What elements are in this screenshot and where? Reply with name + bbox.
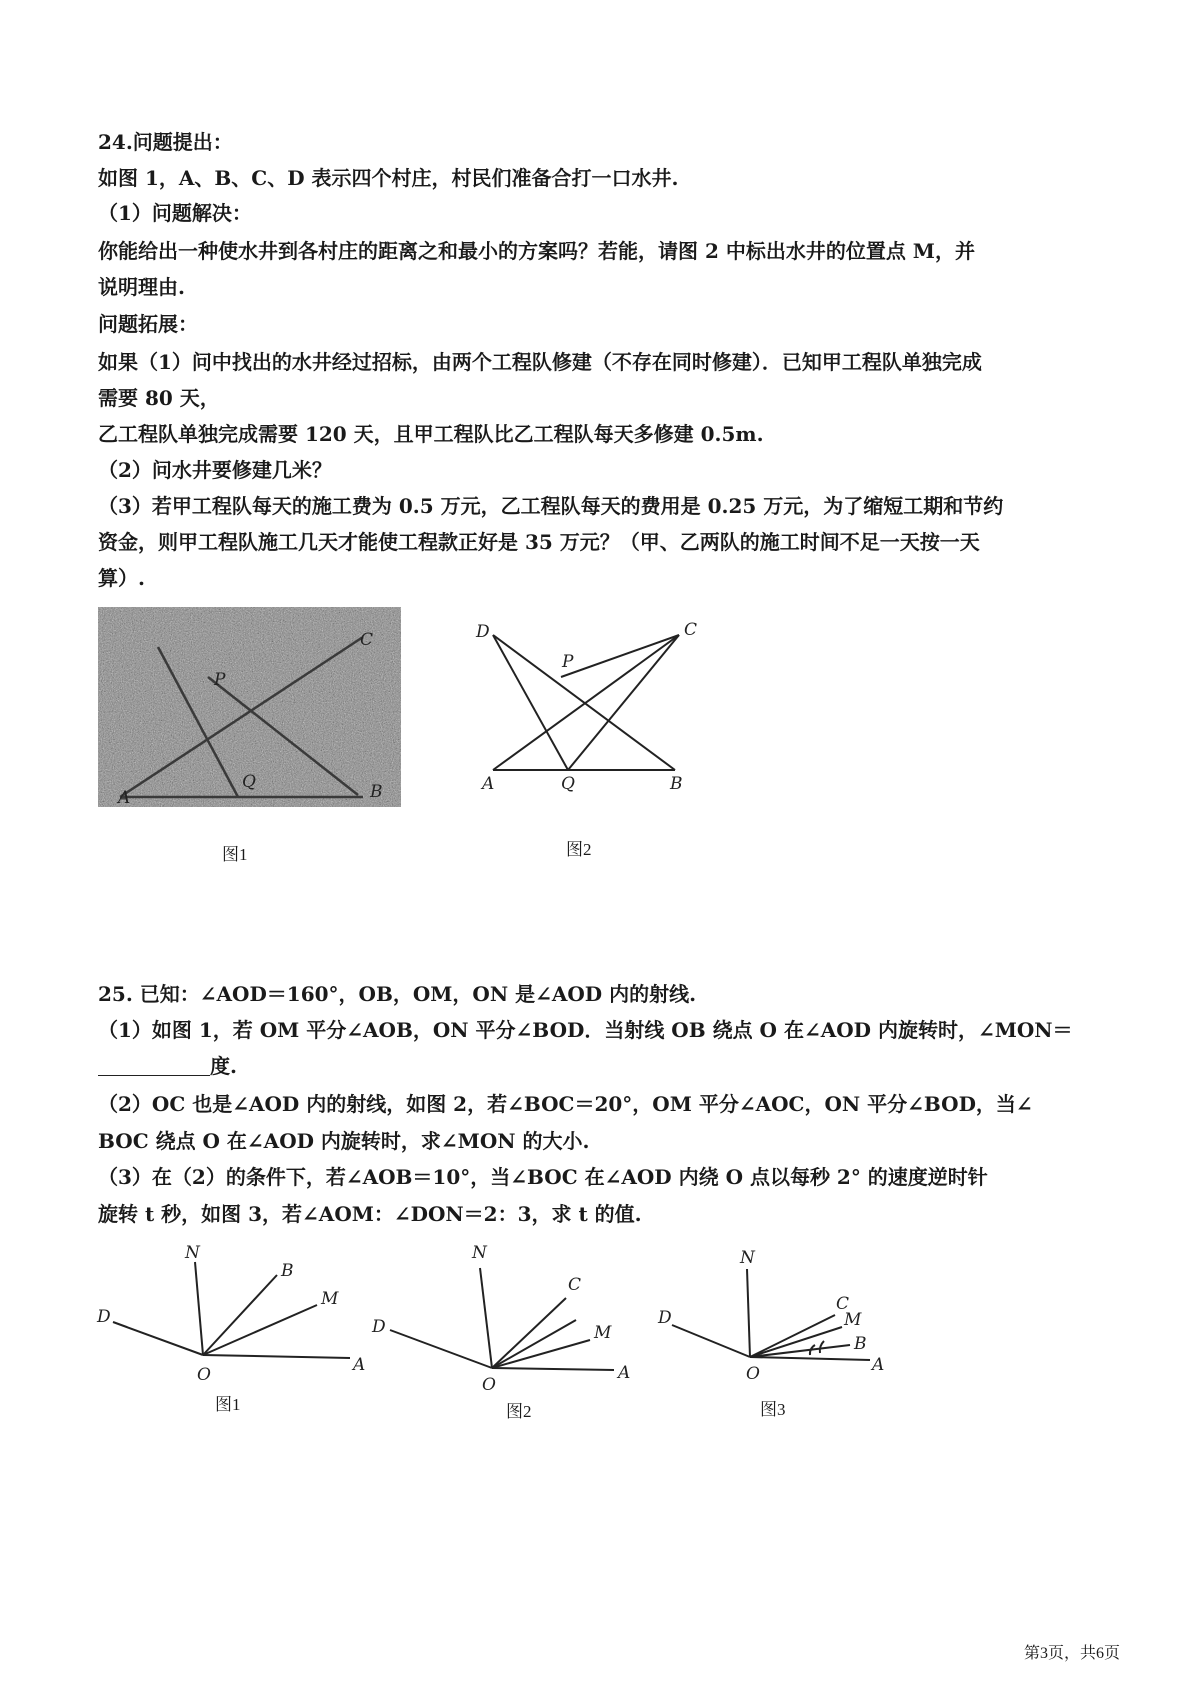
ray-OB — [203, 1275, 277, 1355]
label-M: M — [321, 1289, 339, 1309]
label-O: O — [746, 1364, 760, 1384]
q25-figure-1 — [95, 1240, 375, 1390]
q24-figure-1 — [98, 607, 401, 807]
fig2-label-A: A — [482, 774, 495, 794]
q25-figure-3 — [650, 1245, 900, 1395]
q24-line: 资金，则甲工程队施工几天才能使工程款正好是 35 万元？（甲、乙两队的施工时间不足一天按一天 — [98, 530, 980, 554]
q24-line: 说明理由. — [98, 275, 185, 299]
ray-OA — [492, 1368, 614, 1370]
q24-figure-2 — [470, 615, 740, 795]
ray-OA — [750, 1357, 870, 1360]
ray-ON — [195, 1262, 203, 1355]
fig1-label-P: P — [214, 670, 226, 690]
ray-ON — [480, 1268, 492, 1368]
angle-arc — [820, 1341, 824, 1353]
page-number: 第3页，共6页 — [1023, 1645, 1120, 1662]
ray-OD — [672, 1325, 750, 1357]
ray-OC — [750, 1315, 835, 1357]
label-B: B — [281, 1261, 294, 1281]
q25-line: （3）在（2）的条件下，若∠AOB＝10°，当∠BOC 在∠AOD 内绕 O 点以每秒 2° 的速度逆时针 — [98, 1165, 988, 1189]
ray-OD — [390, 1330, 492, 1368]
ray-OA — [203, 1355, 350, 1358]
ray-OD — [113, 1322, 203, 1355]
label-D: D — [658, 1308, 672, 1328]
label-N: N — [472, 1243, 487, 1263]
q24-line: 算）. — [98, 566, 145, 590]
label-N: N — [740, 1248, 755, 1268]
q25-line: BOC 绕点 O 在∠AOD 内旋转时，求∠MON 的大小. — [98, 1129, 590, 1153]
label-O: O — [482, 1375, 496, 1395]
q25-line: （1）如图 1，若 OM 平分∠AOB，ON 平分∠BOD．当射线 OB 绕点 O 在∠AOD 内旋转时，∠MON＝ — [98, 1018, 1073, 1042]
q25-fig2-caption: 图2 — [506, 1402, 532, 1421]
q24-line: 需要 80 天， — [98, 386, 220, 410]
q24-line: 问题拓展： — [98, 312, 198, 336]
label-M: M — [844, 1310, 862, 1330]
label-M: M — [594, 1323, 612, 1343]
label-N: N — [185, 1243, 200, 1263]
label-A: A — [353, 1355, 366, 1375]
label-C: C — [836, 1294, 850, 1314]
q25-line3-suffix: 度. — [210, 1054, 237, 1078]
label-A: A — [872, 1355, 885, 1375]
q25-line: 25. 已知：∠AOD＝160°，OB，OM，ON 是∠AOD 内的射线. — [98, 982, 697, 1006]
fig2-label-B: B — [670, 774, 683, 794]
label-C: C — [568, 1275, 582, 1295]
fig2-label-C: C — [684, 620, 698, 640]
label-O: O — [197, 1365, 211, 1385]
q24-line: （3）若甲工程队每天的施工费为 0.5 万元，乙工程队每天的费用是 0.25 万元，为了缩短工期和节约 — [98, 494, 1004, 518]
fig2-label-D: D — [476, 622, 490, 642]
label-B: B — [854, 1334, 867, 1354]
label-A: A — [618, 1363, 631, 1383]
q24-title: 24.问题提出： — [98, 130, 233, 154]
label-D: D — [372, 1317, 386, 1337]
ray-OM — [750, 1327, 842, 1357]
q25-fig3-caption: 图3 — [760, 1400, 786, 1419]
fig2-label-P: P — [562, 652, 574, 672]
fig1-label-C: C — [360, 630, 374, 650]
fig1-label-A: A — [118, 788, 131, 808]
ray-OB — [750, 1345, 850, 1357]
answer-blank — [98, 1053, 210, 1076]
fig1-label-Q: Q — [242, 772, 256, 792]
fig2-label-Q: Q — [561, 774, 575, 794]
segment-DQ — [493, 635, 568, 770]
ray-OM — [203, 1305, 317, 1355]
q24-fig2-caption: 图2 — [566, 840, 592, 859]
q24-fig1-caption: 图1 — [222, 845, 248, 864]
q24-line: 你能给出一种使水井到各村庄的距离之和最小的方案吗？若能，请图 2 中标出水井的位置点 M，并 — [98, 239, 975, 263]
q25-line-blank — [98, 1052, 237, 1080]
q25-line: 旋转 t 秒，如图 3，若∠AOM：∠DON＝2：3，求 t 的值. — [98, 1202, 642, 1226]
ray-ON — [747, 1269, 750, 1357]
q24-line: （1）问题解决： — [98, 201, 252, 225]
q25-fig1-caption: 图1 — [215, 1395, 241, 1414]
q24-line: 如果（1）问中找出的水井经过招标，由两个工程队修建（不存在同时修建）．已知甲工程队单独完成 — [98, 350, 982, 374]
q24-line: （2）问水井要修建几米？ — [98, 458, 332, 482]
q24-line: 乙工程队单独完成需要 120 天，且甲工程队比乙工程队每天多修建 0.5m. — [98, 422, 764, 446]
label-D: D — [97, 1307, 111, 1327]
q25-figure-2 — [370, 1240, 640, 1395]
q25-line: （2）OC 也是∠AOD 内的射线，如图 2，若∠BOC＝20°，OM 平分∠AOC，ON 平分∠BOD，当∠ — [98, 1092, 1033, 1116]
fig1-label-B: B — [370, 782, 383, 802]
q24-line: 如图 1，A、B、C、D 表示四个村庄，村民们准备合打一口水井. — [98, 166, 679, 190]
